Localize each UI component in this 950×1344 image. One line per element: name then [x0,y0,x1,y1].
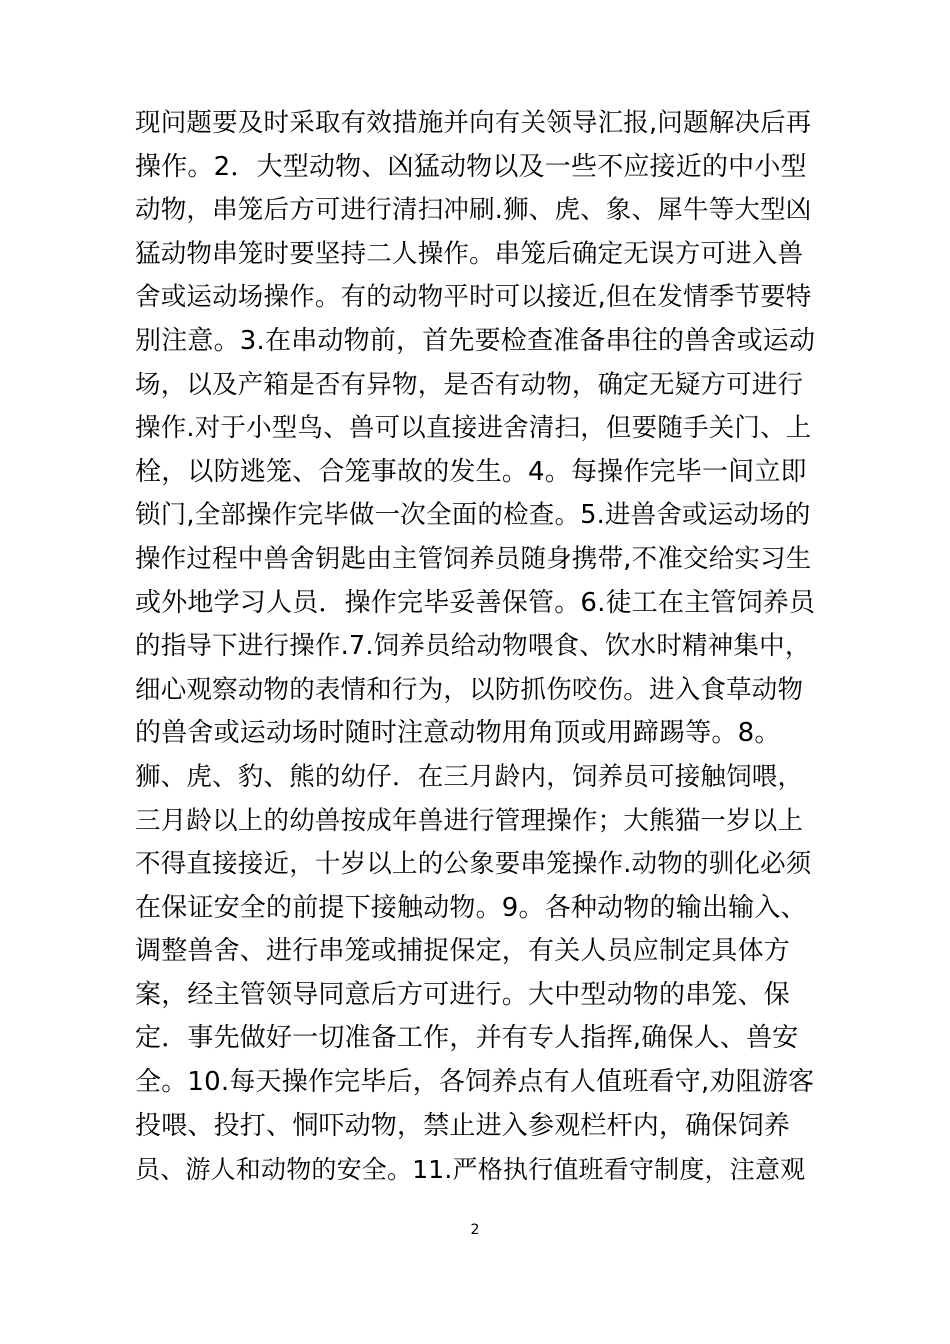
text-line: 操作。2．大型动物、凶猛动物以及一些不应接近的中小型 [135,151,807,182]
text-line: 不得直接接近，十岁以上的公象要串笼操作.动物的驯化必须 [135,849,812,880]
text-line: 调整兽舍、进行串笼或捕捉保定，有关人员应制定具体方 [135,936,791,967]
text-line: 的指导下进行操作.7.饲养员给动物喂食、饮水时精神集中， [135,631,811,662]
text-line: 猛动物串笼时要坚持二人操作。串笼后确定无误方可进入兽 [135,238,804,269]
text-line: 细心观察动物的表情和行为，以防抓伤咬伤。进入食草动物 [135,674,804,705]
text-line: 三月龄以上的幼兽按成年兽进行管理操作；大熊猫一岁以上 [135,805,804,836]
text-line: 场，以及产箱是否有异物，是否有动物，确定无疑方可进行 [135,369,804,400]
text-line: 的兽舍或运动场时随时注意动物用角顶或用蹄踢等。8。 [135,718,781,749]
text-line: 狮、虎、豹、熊的幼仔．在三月龄内，饲养员可接触饲喂， [135,761,804,792]
text-line: 现问题要及时采取有效措施并向有关领导汇报,问题解决后再 [135,108,812,138]
text-line: 栓，以防逃笼、合笼事故的发生。4。每操作完毕一间立即 [135,456,807,487]
text-line: 锁门,全部操作完毕做一次全面的检查。5.进兽舍或运动场的 [135,500,811,531]
text-line: 或外地学习人员．操作完毕妥善保管。6.徒工在主管饲养员 [135,587,816,618]
text-line: 动物，串笼后方可进行清扫冲刷.狮、虎、象、犀牛等大型凶 [135,195,812,226]
text-line: 全。10.每天操作完毕后，各饲养点有人值班看守,劝阻游客 [135,1067,815,1098]
text-line: 舍或运动场操作。有的动物平时可以接近,但在发情季节要特 [135,282,812,313]
text-line: 员、游人和动物的安全。11.严格执行值班看守制度，注意观 [135,1155,806,1185]
text-line: 别注意。3.在串动物前，首先要检查准备串往的兽舍或运动 [135,325,816,356]
text-line: 操作过程中兽舍钥匙由主管饲养员随身携带,不准交给实习生 [135,543,812,574]
text-line: 案，经主管领导同意后方可进行。大中型动物的串笼、保 [135,979,791,1010]
text-line: 定．事先做好一切准备工作，并有专人指挥,确保人、兽安 [135,1023,799,1054]
text-line: 在保证安全的前提下接触动物。9。各种动物的输出输入、 [135,892,807,923]
page-number: 2 [470,1222,480,1238]
text-line: 操作.对于小型鸟、兽可以直接进舍清扫，但要随手关门、上 [135,413,812,444]
text-line: 投喂、投打、恫吓动物，禁止进入参观栏杆内，确保饲养 [135,1110,791,1141]
body-text [135,102,815,1192]
